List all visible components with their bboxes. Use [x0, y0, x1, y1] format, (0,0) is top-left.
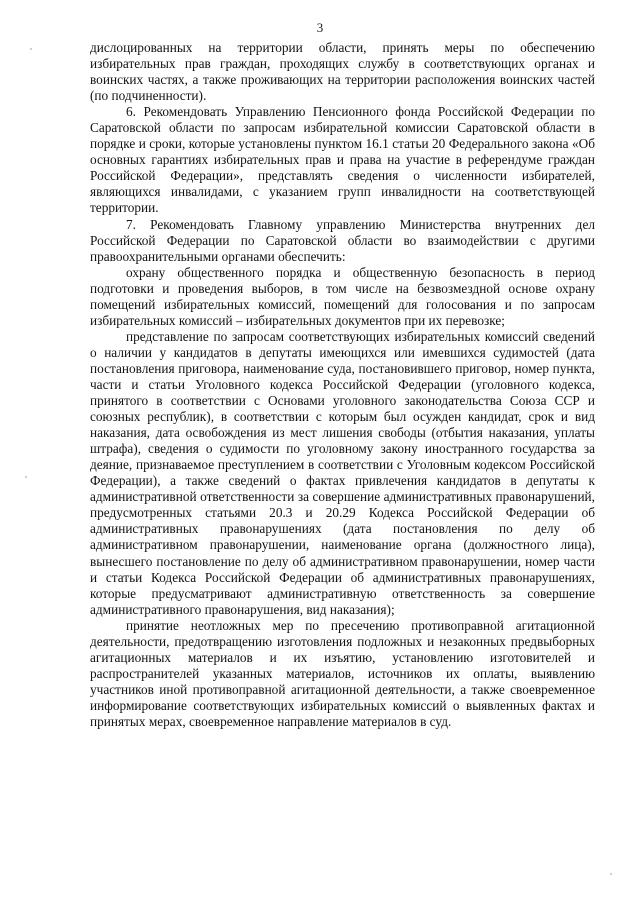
page-number: 3 — [316, 20, 324, 35]
paragraph: представление по запросам соответствующих избирательных комиссий сведений о наличии у кандидатов в депутаты имеющихся или имевшихся судимостей (дата постановления приговора, наименование суда, постановившего приговор, номер пункта, части и статьи Уголовного кодекса Российской Федерации (уголовного кодекса, принятого в соответствии с Основами уголовного законодательства Союза ССР и союзных республик), в соответствии с которым был осужден кандидат, срок и вид наказания, дата освобождения из мест лишения свободы (отбытия наказания, уплаты штрафа), сведения о судимости по уголовному закону иностранного государства за деяние, признаваемое преступлением в соответствии с Уголовным кодексом Российской Федерации), а также сведений о фактах привлечения кандидатов в депутаты к административной ответственности за совершение административных правонарушений, предусмотренных статьями 20.3 и 20.29 Кодекса Российской Федерации об административных правонарушениях (дата постановления по делу об административном правонарушении, наименование органа (должностного лица), вынесшего постановление по делу об административном правонарушении, номер части и статьи Кодекса Российской Федерации об административных правонарушениях, которые предусматривают административную ответственность за совершение административного правонарушения, вид наказания); — [90, 328, 595, 617]
paragraph: 7. Рекомендовать Главному управлению Министерства внутренних дел Российской Федерации по Саратовской области во взаимодействии с другими правоохранительными органами обеспечить: — [90, 216, 595, 264]
paragraph: 6. Рекомендовать Управлению Пенсионного фонда Российской Федерации по Саратовской области по запросам избирательной комиссии Саратовской области в порядке и сроки, которые установлены пунктом 16.1 статьи 20 Федерального закона «Об основных гарантиях избирательных прав и права на участие в референдуме граждан Российской Федерации», представлять сведения о численности избирателей, являющихся инвалидами, с указанием групп инвалидности на соответствующей территории. — [90, 104, 595, 216]
paragraph: дислоцированных на территории области, принять меры по обеспечению избирательных прав граждан, проходящих службу в соответствующих органах и воинских частях, а также проживающих на территории расположения воинских частей (по подчиненности). — [90, 40, 595, 104]
document-body — [90, 40, 595, 730]
scan-mark — [25, 476, 27, 478]
scan-mark — [610, 873, 612, 875]
paragraph: принятие неотложных мер по пресечению противоправной агитационной деятельности, предотвращению изготовления подложных и незаконных предвыборных агитационных материалов и их изъятию, установлению изготовителей и распространителей указанных материалов, источников их оплаты, выявлению участников иной противоправной агитационной деятельности, а также своевременное информирование соответствующих избирательных комиссий о выявленных фактах и принятых мерах, своевременное направление материалов в суд. — [90, 617, 595, 729]
scan-mark — [30, 48, 32, 50]
paragraph: охрану общественного порядка и общественную безопасность в период подготовки и проведения выборов, в том числе на безвозмездной основе охрану помещений избирательных комиссий, помещений для голосования и по запросам избирательных комиссий – избирательных документов при их перевозке; — [90, 264, 595, 328]
